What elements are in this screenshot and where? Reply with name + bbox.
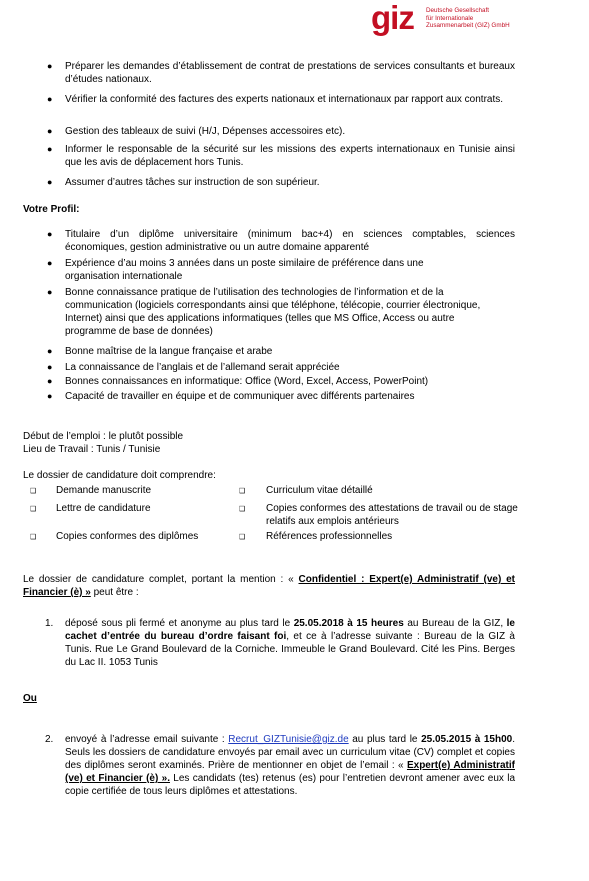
- option-2-deadline: 25.05.2015 à 15h00: [421, 734, 513, 745]
- logo-line-2: für Internationale: [426, 14, 474, 22]
- option-2-part3: . Seuls les dossiers de candidature envoyés par email avec un curriculum vitae (CV) complet et copies des diplômes seront examinés. Prière de mentionner en objet de l’email : «: [65, 734, 515, 771]
- profile-text: Capacité de travailler en équipe et de communiquer avec différents partenaires: [65, 391, 415, 402]
- bullet-icon: ●: [47, 362, 53, 372]
- option-2-subject: Expert(e) Administratif (ve) et Financier (è) ».: [65, 760, 515, 784]
- mention-after: peut être :: [90, 587, 139, 598]
- mention-highlight: Confidentiel : Expert(e) Administratif (ve) et Financier (è) »: [23, 574, 515, 598]
- option-1-number: 1.: [45, 618, 54, 629]
- profile-text: Bonne connaissance pratique de l’utilisation des technologies de l’information et de la communication (logiciels correspondants ainsi que téléphone, télécopie, courrier électronique, Internet) ainsi que des applications informatiques (telles que MS Office, Access ou autre programme de base de données): [65, 287, 481, 337]
- dossier-item: Copies conformes des diplômes: [56, 531, 199, 542]
- checkbox-icon: ❑: [239, 506, 246, 513]
- option-2-number: 2.: [45, 734, 54, 745]
- dossier-item: Lettre de candidature: [56, 503, 151, 514]
- dossier-item: Copies conformes des attestations de travail ou de stage relatifs aux emplois antérieurs: [266, 503, 518, 527]
- place-line: Lieu de Travail : Tunis / Tunisie: [23, 444, 161, 455]
- logo-subtitle: [426, 7, 510, 30]
- bullet-icon: ●: [47, 391, 53, 401]
- or-label: Ou: [23, 693, 37, 704]
- option-2-part4: Les candidats (tes) retenus (es) pour l’entretien devront amener avec eux la copie certifiée de tous leurs diplômes et attestations.: [65, 773, 515, 797]
- email-link[interactable]: Recrut_GIZTunisie@giz.de: [228, 734, 349, 745]
- profile-text: La connaissance de l’anglais et de l’allemand serait appréciée: [65, 362, 340, 373]
- option-2-text: [65, 733, 515, 798]
- dossier-item: Demande manuscrite: [56, 485, 152, 496]
- bullet-icon: ●: [47, 376, 53, 386]
- task-text: Gestion des tableaux de suivi (H/J, Dépenses accessoires etc).: [65, 126, 346, 137]
- profile-text: Bonnes connaissances en informatique: Office (Word, Excel, Access, PowerPoint): [65, 376, 429, 387]
- task-text: Informer le responsable de la sécurité sur les missions des experts internationaux en Tunisie ainsi que les avis de déplacement hors Tunis.: [65, 144, 515, 168]
- checkbox-icon: ❑: [30, 534, 37, 541]
- checkbox-icon: ❑: [239, 488, 246, 495]
- logo-mark: giz: [371, 0, 414, 36]
- option-2-part2: au plus tard le: [348, 734, 422, 745]
- task-text: Assumer d’autres tâches sur instruction de son supérieur.: [65, 177, 320, 188]
- bullet-icon: ●: [47, 177, 53, 187]
- option-1-stamp: le cachet d’entrée du bureau d’ordre faisant foi: [65, 618, 515, 642]
- bullet-icon: ●: [47, 287, 53, 297]
- profile-text: Expérience d’au moins 3 années dans un poste similaire de préférence dans une organisation internationale: [65, 258, 424, 282]
- bullet-icon: ●: [47, 229, 53, 239]
- mention-before: Le dossier de candidature complet, portant la mention : «: [23, 574, 299, 585]
- dossier-item: Références professionnelles: [266, 531, 393, 542]
- checkbox-icon: ❑: [30, 488, 37, 495]
- bullet-icon: ●: [47, 61, 53, 71]
- profile-text: Bonne maîtrise de la langue française et arabe: [65, 346, 273, 357]
- start-line: Début de l’emploi : le plutôt possible: [23, 431, 184, 442]
- mention-paragraph: [23, 573, 515, 599]
- task-text: Préparer les demandes d’établissement de contrat de prestations de services consultants et bureaux d’études nationaux.: [65, 61, 515, 85]
- option-2-part1: envoyé à l’adresse email suivante :: [65, 734, 229, 745]
- bullet-icon: ●: [47, 346, 53, 356]
- profile-heading: Votre Profil:: [23, 204, 80, 215]
- option-1-deadline: 25.05.2018 à 15 heures: [293, 618, 404, 629]
- bullet-icon: ●: [47, 258, 53, 268]
- dossier-intro: Le dossier de candidature doit comprendre:: [23, 470, 216, 481]
- bullet-icon: ●: [47, 126, 53, 136]
- logo-line-3: Zusammenarbeit (GIZ) GmbH: [426, 22, 510, 29]
- checkbox-icon: ❑: [30, 506, 37, 513]
- task-text: Vérifier la conformité des factures des experts nationaux et internationaux par rapport aux contrats.: [65, 94, 504, 105]
- option-1-part1: déposé sous pli fermé et anonyme au plus tard le: [65, 618, 294, 629]
- profile-text: Titulaire d’un diplôme universitaire (minimum bac+4) en sciences comptables, sciences économiques, gestion administrative ou un autre domaine apparenté: [65, 229, 515, 253]
- checkbox-icon: ❑: [239, 534, 246, 541]
- bullet-icon: ●: [47, 94, 53, 104]
- option-1-part2: au Bureau de la GIZ,: [403, 618, 507, 629]
- logo-line-1: Deutsche Gesellschaft: [426, 7, 489, 14]
- bullet-icon: ●: [47, 144, 53, 154]
- dossier-item: Curriculum vitae détaillé: [266, 485, 373, 496]
- option-1-part3: , et ce à l’adresse suivante : Bureau de la GIZ à Tunis. Rue Le Grand Boulevard de la Corniche. Immeuble le Grand Boulevard. Cité les Pins. Berges du Lac II. 1053 Tunis: [65, 631, 515, 668]
- option-1-text: [65, 617, 515, 669]
- giz-logo: [371, 0, 546, 40]
